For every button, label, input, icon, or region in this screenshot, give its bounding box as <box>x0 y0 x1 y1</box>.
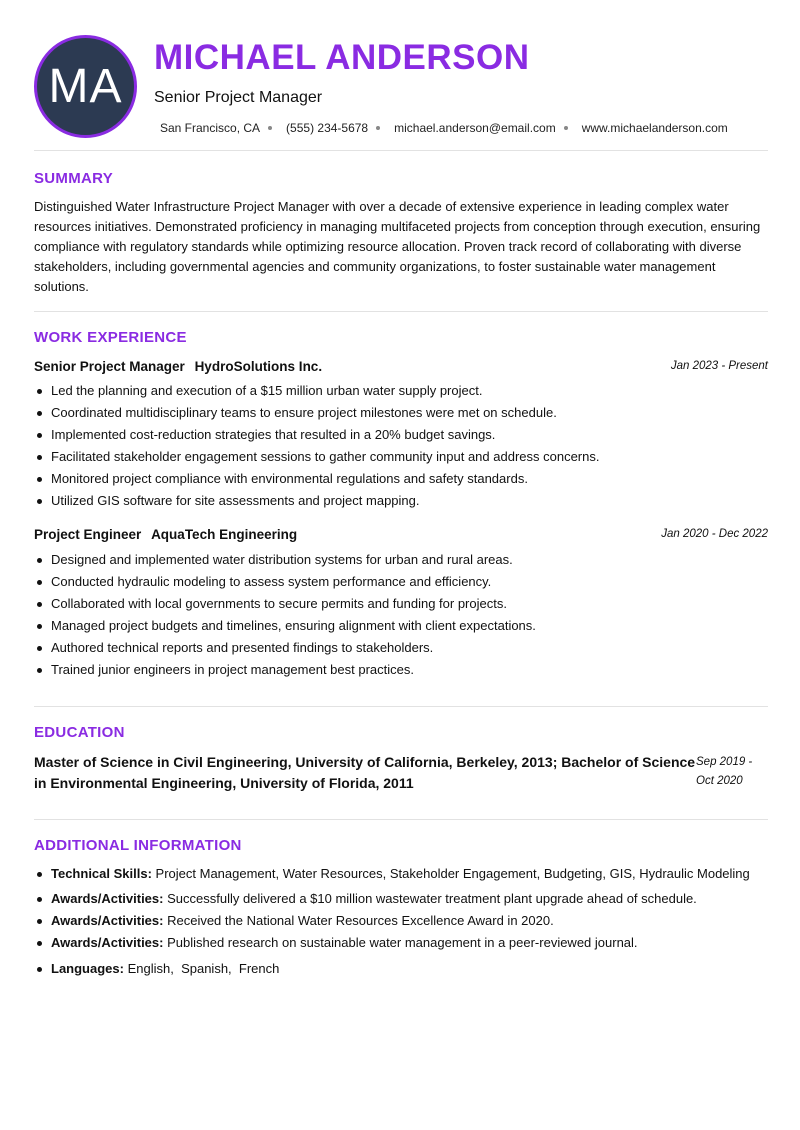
candidate-title: Senior Project Manager <box>154 89 323 106</box>
separator-dot-icon <box>564 126 568 130</box>
item-value: Received the National Water Resources Excellence Award in 2020. <box>167 913 554 928</box>
section-divider <box>34 706 768 707</box>
contact-email[interactable]: michael.anderson@email.com <box>394 121 556 135</box>
list-item: Authored technical reports and presented findings to stakeholders. <box>34 638 768 660</box>
item-label: Awards/Activities: <box>51 913 164 928</box>
list-item: Managed project budgets and timelines, ensuring alignment with client expectations. <box>34 616 768 638</box>
job-role: Senior Project Manager <box>34 359 185 374</box>
job-role: Project Engineer <box>34 527 142 542</box>
list-item <box>34 933 768 953</box>
item-label: Awards/Activities: <box>51 935 164 950</box>
list-item: Trained junior engineers in project management best practices. <box>34 660 768 682</box>
section-divider <box>34 819 768 820</box>
avatar <box>34 35 137 138</box>
list-item <box>34 959 768 979</box>
list-item <box>34 911 768 931</box>
contact-line <box>160 121 728 135</box>
item-label: Technical Skills: <box>51 866 152 881</box>
item-value: English, Spanish, French <box>127 961 280 976</box>
separator-dot-icon <box>268 126 272 130</box>
job-header <box>34 359 768 377</box>
list-item: Designed and implemented water distribution systems for urban and rural areas. <box>34 550 768 572</box>
resume-header <box>34 34 768 138</box>
work-experience-heading: WORK EXPERIENCE <box>34 329 187 346</box>
avatar-initials: MA <box>48 60 123 113</box>
education-dates-start: Sep 2019 - <box>696 756 753 768</box>
education-dates <box>696 753 762 791</box>
education-heading: EDUCATION <box>34 724 125 741</box>
job-dates: Jan 2020 - Dec 2022 <box>661 528 768 540</box>
list-item <box>34 889 768 909</box>
list-item: Led the planning and execution of a $15 million urban water supply project. <box>34 381 768 403</box>
job-company: AquaTech Engineering <box>151 527 298 542</box>
list-item: Monitored project compliance with environmental regulations and safety standards. <box>34 469 768 491</box>
item-value: Published research on sustainable water management in a peer-reviewed journal. <box>167 935 638 950</box>
contact-website[interactable]: www.michaelanderson.com <box>581 121 728 135</box>
section-divider <box>34 311 768 312</box>
item-value: Successfully delivered a $10 million wastewater treatment plant upgrade ahead of schedule. <box>167 891 697 906</box>
additional-info-heading: ADDITIONAL INFORMATION <box>34 837 242 854</box>
section-divider <box>34 150 768 151</box>
job-header <box>34 527 768 545</box>
list-item: Collaborated with local governments to secure permits and funding for projects. <box>34 594 768 616</box>
item-label: Languages: <box>51 961 124 976</box>
separator-dot-icon <box>376 126 380 130</box>
job-dates: Jan 2023 - Present <box>670 360 768 372</box>
item-label: Awards/Activities: <box>51 891 164 906</box>
list-item: Implemented cost-reduction strategies that resulted in a 20% budget savings. <box>34 425 768 447</box>
summary-text: Distinguished Water Infrastructure Project Manager with over a decade of extensive experience in leading complex water resources initiatives. Demonstrated proficiency in managing multifaceted projects from conception through execution, ensuring compliance with regulatory standards while optimizing resource allocation. Proven track record of collaborating with diverse stakeholders, including governmental agencies and community organizations, to foster sustainable water management solutions. <box>34 199 761 294</box>
candidate-name: MICHAEL ANDERSON <box>154 38 530 77</box>
additional-info-list <box>34 864 768 979</box>
contact-location: San Francisco, CA <box>160 121 261 135</box>
list-item: Facilitated stakeholder engagement sessions to gather community input and address concerns. <box>34 447 768 469</box>
job-company: HydroSolutions Inc. <box>194 359 323 374</box>
education-dates-end: Oct 2020 <box>696 775 743 787</box>
item-value: Project Management, Water Resources, Stakeholder Engagement, Budgeting, GIS, Hydraulic Modeling <box>155 866 750 881</box>
list-item: Conducted hydraulic modeling to assess system performance and efficiency. <box>34 572 768 594</box>
list-item: Coordinated multidisciplinary teams to ensure project milestones were met on schedule. <box>34 403 768 425</box>
education-degree: Master of Science in Civil Engineering, University of California, Berkeley, 2013; Bachelor of Science in Environmental Engineering, University of Florida, 2011 <box>34 754 696 791</box>
summary-heading: SUMMARY <box>34 170 114 187</box>
job-bullet-list <box>34 381 768 513</box>
list-item: Utilized GIS software for site assessments and project mapping. <box>34 491 768 513</box>
contact-phone: (555) 234-5678 <box>286 121 369 135</box>
job-bullet-list <box>34 550 768 682</box>
list-item <box>34 864 768 884</box>
